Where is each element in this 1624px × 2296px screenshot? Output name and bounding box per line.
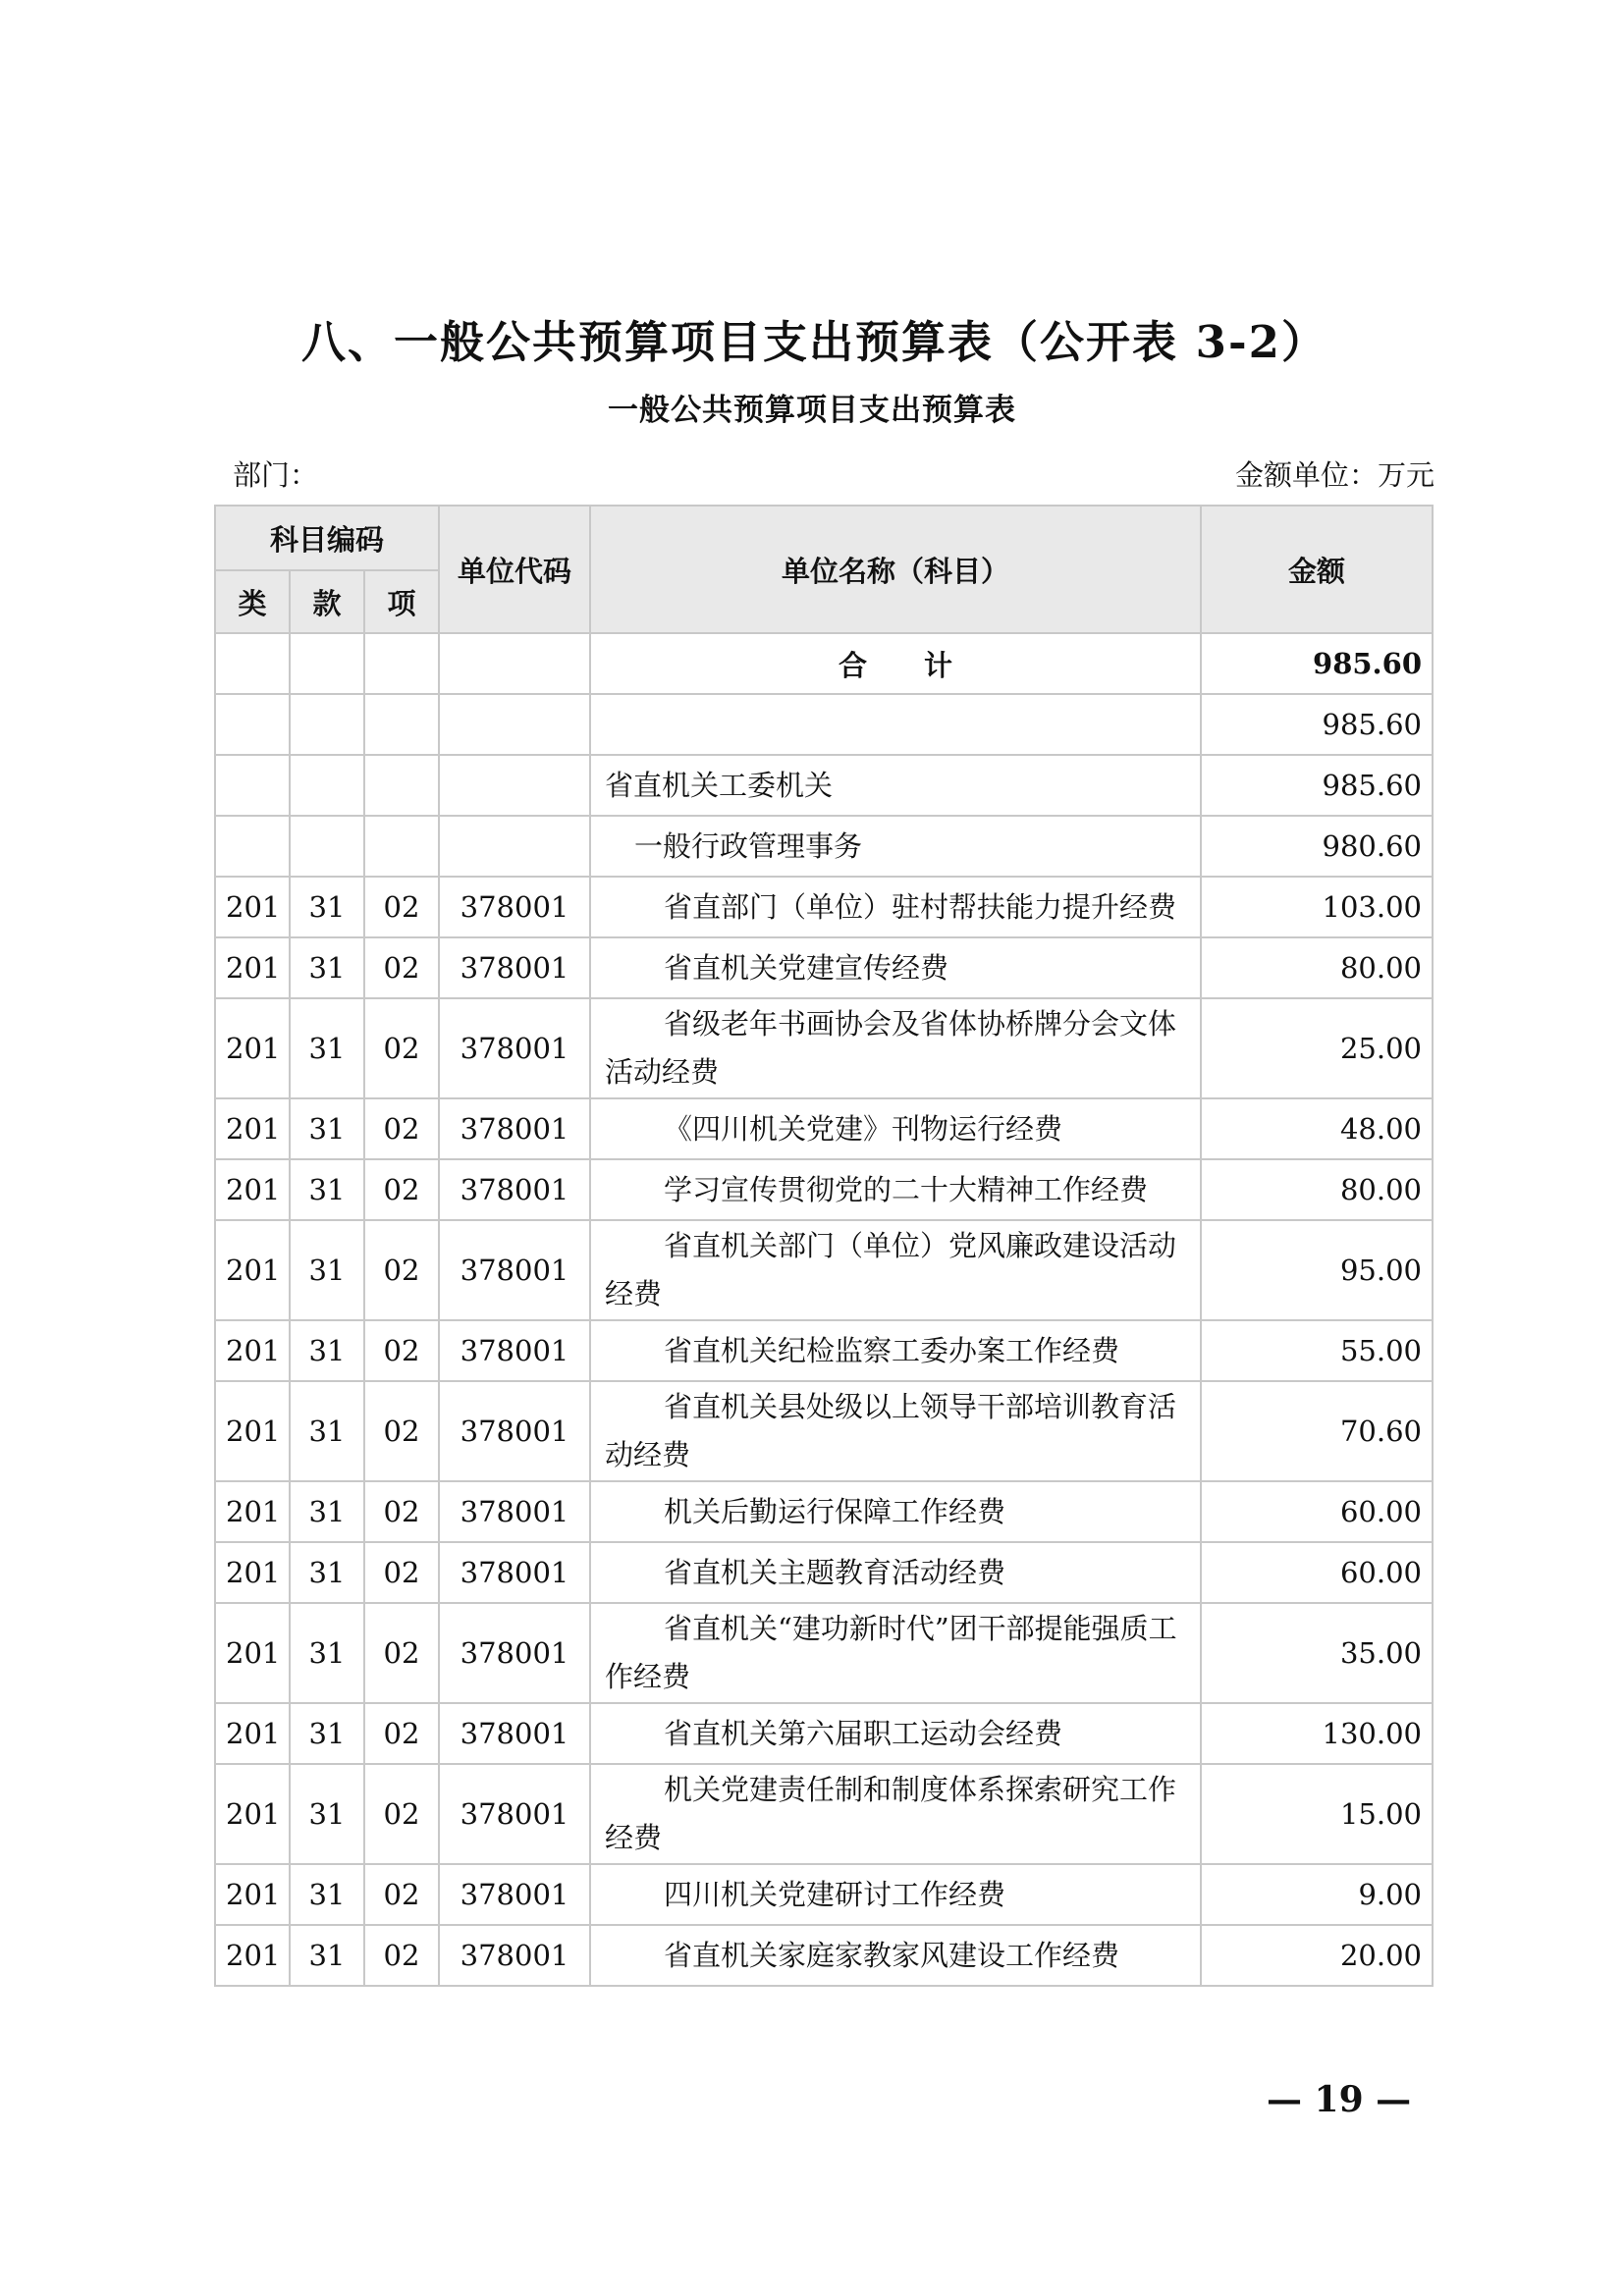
cell-unit-name: 四川机关党建研讨工作经费	[590, 1864, 1201, 1925]
cell-kuan: 31	[290, 1864, 364, 1925]
cell-kuan	[290, 816, 364, 877]
cell-unit-name: 省直机关党建宣传经费	[590, 937, 1201, 998]
cell-kuan: 31	[290, 937, 364, 998]
cell-xiang	[364, 694, 439, 755]
header-kuan: 款	[290, 570, 364, 633]
cell-amount: 9.00	[1201, 1864, 1433, 1925]
cell-unit-name: 省直机关县处级以上领导干部培训教育活动经费	[590, 1381, 1201, 1481]
cell-kuan: 31	[290, 1320, 364, 1381]
cell-kuan: 31	[290, 1381, 364, 1481]
table-row	[215, 694, 1433, 755]
cell-amount: 60.00	[1201, 1542, 1433, 1603]
cell-amount: 95.00	[1201, 1220, 1433, 1320]
cell-unit-name: 省直机关纪检监察工委办案工作经费	[590, 1320, 1201, 1381]
cell-unit-code: 378001	[439, 1381, 590, 1481]
cell-amount: 985.60	[1201, 755, 1433, 816]
total-lei	[215, 633, 290, 694]
header-amount: 金额	[1201, 506, 1433, 633]
cell-lei: 201	[215, 1320, 290, 1381]
cell-xiang: 02	[364, 1220, 439, 1320]
cell-amount: 60.00	[1201, 1481, 1433, 1542]
budget-table	[214, 505, 1434, 1987]
cell-xiang: 02	[364, 1320, 439, 1381]
cell-amount: 70.60	[1201, 1381, 1433, 1481]
cell-kuan: 31	[290, 1603, 364, 1703]
table-row	[215, 1220, 1433, 1320]
cell-xiang: 02	[364, 877, 439, 937]
total-kuan	[290, 633, 364, 694]
table-row	[215, 755, 1433, 816]
total-label: 合 计	[590, 633, 1201, 694]
cell-amount: 80.00	[1201, 1159, 1433, 1220]
cell-lei: 201	[215, 1481, 290, 1542]
header-lei: 类	[215, 570, 290, 633]
cell-kuan: 31	[290, 1098, 364, 1159]
cell-unit-name: 省直机关部门（单位）党风廉政建设活动经费	[590, 1220, 1201, 1320]
cell-lei: 201	[215, 1925, 290, 1986]
cell-unit-name: 省级老年书画协会及省体协桥牌分会文体活动经费	[590, 998, 1201, 1098]
cell-unit-code: 378001	[439, 998, 590, 1098]
header-unit-name: 单位名称（科目）	[590, 506, 1201, 633]
total-amount: 985.60	[1201, 633, 1433, 694]
header-unit-code: 单位代码	[439, 506, 590, 633]
cell-lei: 201	[215, 1159, 290, 1220]
cell-lei: 201	[215, 1703, 290, 1764]
cell-kuan: 31	[290, 1220, 364, 1320]
header-xiang: 项	[364, 570, 439, 633]
table-row	[215, 937, 1433, 998]
cell-lei: 201	[215, 937, 290, 998]
cell-xiang: 02	[364, 1098, 439, 1159]
cell-xiang	[364, 755, 439, 816]
table-title: 一般公共预算项目支出预算表	[608, 393, 1016, 428]
cell-lei: 201	[215, 1542, 290, 1603]
cell-lei: 201	[215, 1603, 290, 1703]
cell-unit-name: 学习宣传贯彻党的二十大精神工作经费	[590, 1159, 1201, 1220]
cell-amount: 130.00	[1201, 1703, 1433, 1764]
total-xiang	[364, 633, 439, 694]
cell-unit-name: 省直机关“建功新时代”团干部提能强质工作经费	[590, 1603, 1201, 1703]
unit-label: 金额单位：万元	[1234, 458, 1435, 492]
cell-xiang: 02	[364, 1925, 439, 1986]
cell-unit-code: 378001	[439, 1220, 590, 1320]
cell-xiang: 02	[364, 1703, 439, 1764]
table-row	[215, 1381, 1433, 1481]
table-row	[215, 1320, 1433, 1381]
cell-unit-name: 省直机关第六届职工运动会经费	[590, 1703, 1201, 1764]
cell-xiang: 02	[364, 1481, 439, 1542]
cell-amount: 25.00	[1201, 998, 1433, 1098]
cell-unit-code: 378001	[439, 1481, 590, 1542]
table-row	[215, 1481, 1433, 1542]
cell-unit-name: 一般行政管理事务	[590, 816, 1201, 877]
cell-xiang: 02	[364, 1542, 439, 1603]
cell-xiang: 02	[364, 1159, 439, 1220]
cell-amount: 103.00	[1201, 877, 1433, 937]
cell-amount: 35.00	[1201, 1603, 1433, 1703]
cell-kuan: 31	[290, 998, 364, 1098]
cell-amount: 48.00	[1201, 1098, 1433, 1159]
cell-kuan: 31	[290, 1159, 364, 1220]
table-row	[215, 877, 1433, 937]
cell-unit-code: 378001	[439, 1542, 590, 1603]
cell-unit-name: 省直部门（单位）驻村帮扶能力提升经费	[590, 877, 1201, 937]
table-row	[215, 1764, 1433, 1864]
cell-unit-name: 机关后勤运行保障工作经费	[590, 1481, 1201, 1542]
page-heading: 八、一般公共预算项目支出预算表（公开表 3-2）	[301, 316, 1327, 368]
department-label: 部门：	[233, 458, 319, 492]
cell-unit-code: 378001	[439, 877, 590, 937]
cell-unit-name	[590, 694, 1201, 755]
cell-xiang: 02	[364, 1764, 439, 1864]
cell-unit-code: 378001	[439, 1159, 590, 1220]
cell-lei	[215, 694, 290, 755]
cell-lei	[215, 755, 290, 816]
cell-kuan	[290, 755, 364, 816]
cell-unit-code: 378001	[439, 1864, 590, 1925]
cell-kuan: 31	[290, 1764, 364, 1864]
total-code	[439, 633, 590, 694]
total-row	[215, 633, 1433, 694]
table-row	[215, 1603, 1433, 1703]
cell-unit-code: 378001	[439, 937, 590, 998]
cell-kuan	[290, 694, 364, 755]
cell-kuan: 31	[290, 1481, 364, 1542]
cell-unit-code: 378001	[439, 1764, 590, 1864]
cell-xiang: 02	[364, 937, 439, 998]
cell-unit-code: 378001	[439, 1925, 590, 1986]
cell-amount: 985.60	[1201, 694, 1433, 755]
cell-unit-code	[439, 755, 590, 816]
cell-unit-name: 《四川机关党建》刊物运行经费	[590, 1098, 1201, 1159]
cell-lei: 201	[215, 1864, 290, 1925]
cell-amount: 80.00	[1201, 937, 1433, 998]
cell-lei: 201	[215, 1381, 290, 1481]
page-number: — 19 —	[1267, 2079, 1412, 2120]
header-subject-code: 科目编码	[215, 506, 439, 570]
cell-unit-name: 省直机关主题教育活动经费	[590, 1542, 1201, 1603]
table-row	[215, 1864, 1433, 1925]
cell-xiang	[364, 816, 439, 877]
table-row	[215, 1925, 1433, 1986]
cell-unit-name: 省直机关家庭家教家风建设工作经费	[590, 1925, 1201, 1986]
table-row	[215, 1542, 1433, 1603]
cell-unit-code: 378001	[439, 1703, 590, 1764]
cell-unit-code	[439, 816, 590, 877]
cell-lei	[215, 816, 290, 877]
table-row	[215, 816, 1433, 877]
cell-unit-code: 378001	[439, 1098, 590, 1159]
cell-kuan: 31	[290, 1925, 364, 1986]
cell-lei: 201	[215, 1764, 290, 1864]
cell-xiang: 02	[364, 998, 439, 1098]
cell-lei: 201	[215, 1220, 290, 1320]
cell-kuan: 31	[290, 877, 364, 937]
cell-xiang: 02	[364, 1381, 439, 1481]
table-row	[215, 1703, 1433, 1764]
cell-unit-code: 378001	[439, 1320, 590, 1381]
cell-unit-name: 省直机关工委机关	[590, 755, 1201, 816]
cell-xiang: 02	[364, 1603, 439, 1703]
cell-lei: 201	[215, 877, 290, 937]
cell-amount: 55.00	[1201, 1320, 1433, 1381]
cell-xiang: 02	[364, 1864, 439, 1925]
cell-kuan: 31	[290, 1703, 364, 1764]
cell-kuan: 31	[290, 1542, 364, 1603]
cell-unit-code	[439, 694, 590, 755]
cell-amount: 15.00	[1201, 1764, 1433, 1864]
cell-lei: 201	[215, 998, 290, 1098]
cell-amount: 980.60	[1201, 816, 1433, 877]
table-row	[215, 1159, 1433, 1220]
cell-unit-name: 机关党建责任制和制度体系探索研究工作经费	[590, 1764, 1201, 1864]
cell-amount: 20.00	[1201, 1925, 1433, 1986]
table-row	[215, 998, 1433, 1098]
cell-lei: 201	[215, 1098, 290, 1159]
cell-unit-code: 378001	[439, 1603, 590, 1703]
table-row	[215, 1098, 1433, 1159]
